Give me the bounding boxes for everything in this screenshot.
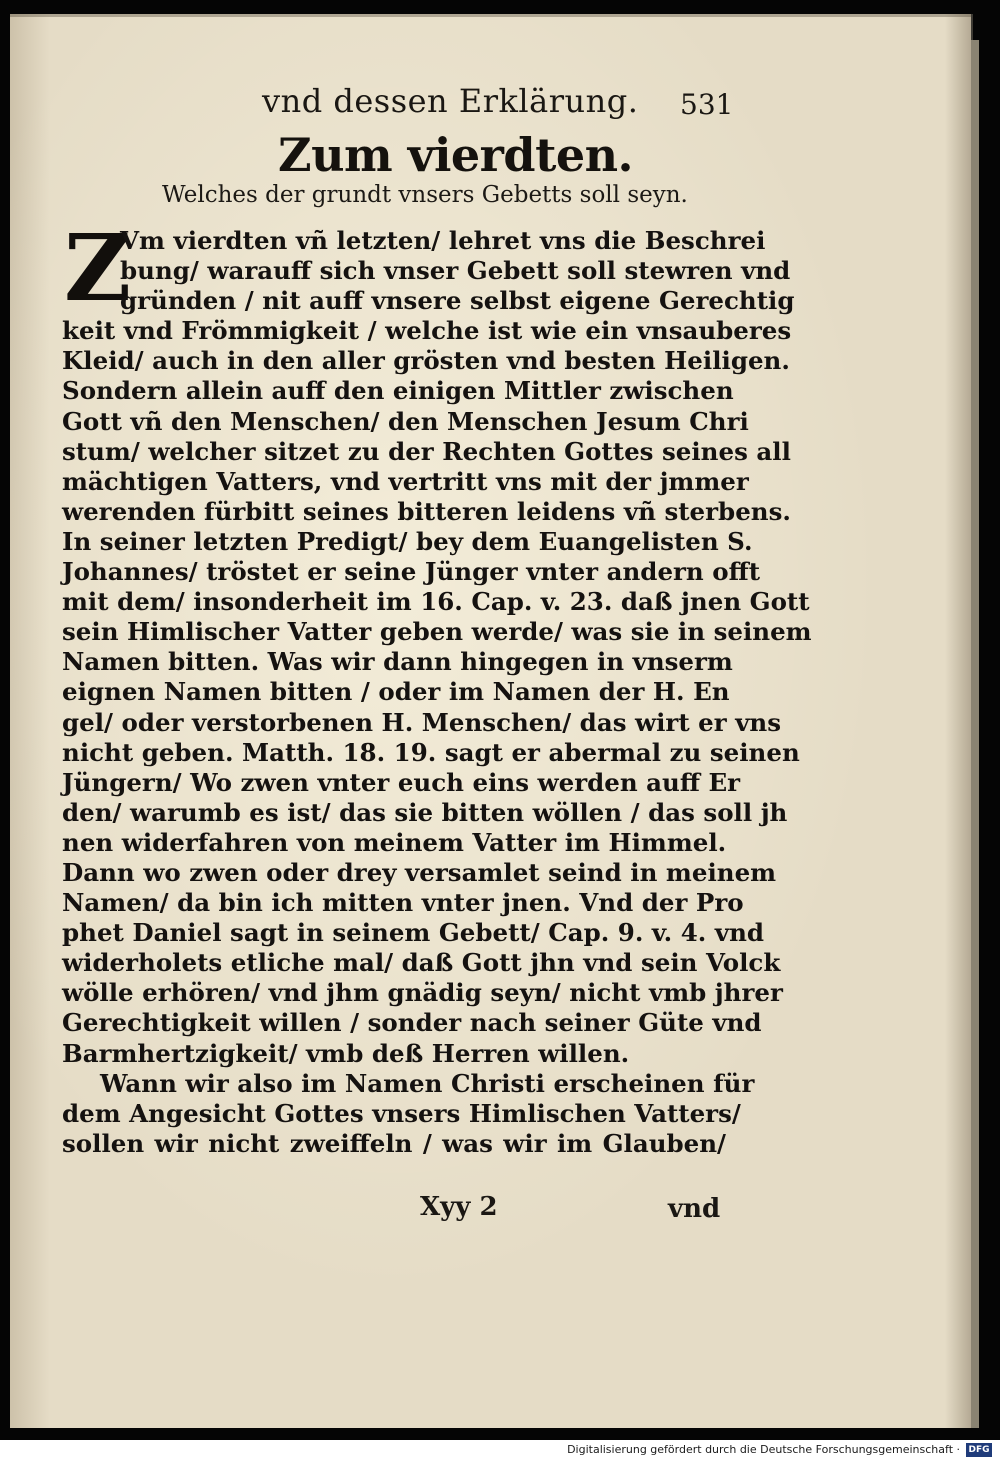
text-line: Dann wo zwen oder drey versamlet seind in meinem bbox=[62, 857, 777, 887]
text-line: Namen bitten. Was wir dann hingegen in vnserm bbox=[62, 647, 733, 677]
text-line: phet Daniel sagt in seinem Gebett/ Cap. 9. v. 4. vnd bbox=[62, 918, 765, 948]
footer-credit: Digitalisierung gefördert durch die Deutsche Forschungsgemeinschaft · bbox=[567, 1443, 960, 1456]
signature-mark: Xyy 2 bbox=[420, 1192, 498, 1222]
catchword: vnd bbox=[668, 1194, 721, 1224]
text-line: Vm vierdten vñ letzten/ lehret vns die Beschrei bbox=[120, 226, 766, 255]
text-line: nicht geben. Matth. 18. 19. sagt er abermal zu seinen bbox=[62, 737, 800, 767]
text-line: Kleid/ auch in den aller grösten vnd besten Heiligen. bbox=[62, 346, 790, 376]
text-line: gel/ oder verstorbenen H. Menschen/ das wirt er vns bbox=[62, 707, 782, 737]
footer-bar bbox=[0, 1440, 1000, 1461]
text-line: Jüngern/ Wo zwen vnter euch eins werden auff Er bbox=[62, 767, 741, 797]
dfg-logo-icon[interactable]: DFG bbox=[966, 1443, 992, 1457]
text-line: eignen Namen bitten / oder im Namen der H. En bbox=[62, 677, 730, 707]
body-text bbox=[62, 226, 812, 1159]
text-line: In seiner letzten Predigt/ bey dem Euangelisten S. bbox=[62, 526, 753, 556]
page-edge bbox=[10, 14, 971, 17]
text-line: nen widerfahren von meinem Vatter im Himmel. bbox=[62, 827, 727, 857]
text-line: den/ warumb es ist/ das sie bitten wöllen / das soll jh bbox=[62, 797, 788, 827]
text-line: Wann wir also im Namen Christi erscheinen für bbox=[100, 1068, 755, 1098]
page-edge-shadow bbox=[971, 40, 979, 1428]
text-line: sollen wir nicht zweiffeln / was wir im Glauben/ bbox=[62, 1128, 726, 1158]
text-line: Johannes/ tröstet er seine Jünger vnter andern offt bbox=[62, 557, 761, 587]
text-line: werenden fürbitt seines bitteren leidens vñ sterbens. bbox=[62, 496, 791, 526]
text-line: Sondern allein auff den einigen Mittler zwischen bbox=[62, 376, 734, 406]
section-subtitle: Welches der grundt vnsers Gebetts soll seyn. bbox=[162, 182, 688, 208]
text-line: keit vnd Frömmigkeit / welche ist wie ein vnsauberes bbox=[62, 316, 792, 346]
text-line: Gott vñ den Menschen/ den Menschen Jesum Chri bbox=[62, 406, 749, 436]
text-line: bung/ warauff sich vnser Gebett soll stewren vnd bbox=[120, 256, 791, 286]
text-line: wölle erhören/ vnd jhm gnädig seyn/ nicht vmb jhrer bbox=[62, 978, 783, 1008]
section-title: Zum vierdten. bbox=[278, 128, 634, 182]
running-head: vnd dessen Erklärung. bbox=[262, 82, 639, 120]
text-line: mächtigen Vatters, vnd vertritt vns mit der jmmer bbox=[62, 466, 749, 496]
text-line: widerholets etliche mal/ daß Gott jhn vnd sein Volck bbox=[62, 948, 781, 978]
text-line: Barmhertzigkeit/ vmb deß Herren willen. bbox=[62, 1038, 630, 1068]
text-line: gründen / nit auff vnsere selbst eigene Gerechtig bbox=[120, 286, 795, 316]
text-line: dem Angesicht Gottes vnsers Himlischen Vatters/ bbox=[62, 1098, 741, 1128]
text-line: Namen/ da bin ich mitten vnter jnen. Vnd der Pro bbox=[62, 888, 744, 918]
page-number: 531 bbox=[680, 88, 734, 121]
text-line: stum/ welcher sitzet zu der Rechten Gottes seines all bbox=[62, 436, 791, 466]
text-line: sein Himlischer Vatter geben werde/ was sie in seinem bbox=[62, 617, 812, 647]
text-line: mit dem/ insonderheit im 16. Cap. v. 23. daß jnen Gott bbox=[62, 587, 810, 617]
drop-cap-initial: Z bbox=[64, 214, 132, 322]
text-line: Gerechtigkeit willen / sonder nach seiner Güte vnd bbox=[62, 1008, 762, 1038]
